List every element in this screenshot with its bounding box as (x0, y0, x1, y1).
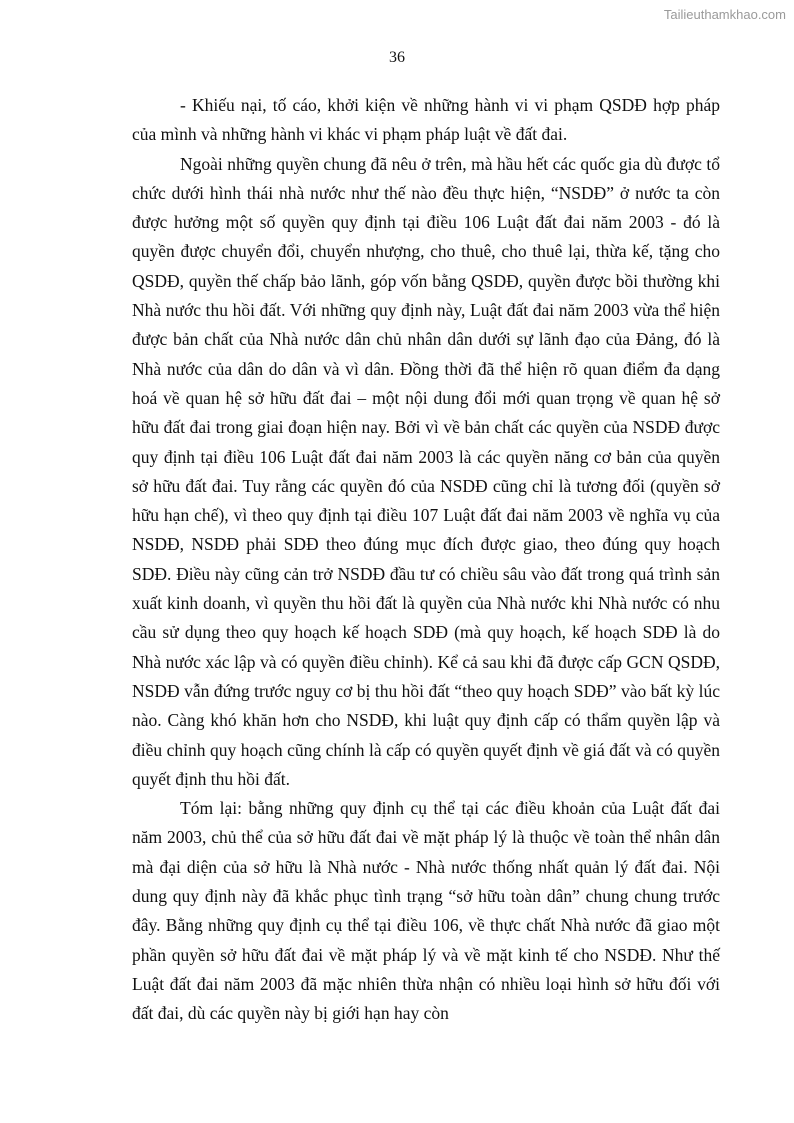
paragraph-land-user-rights: Ngoài những quyền chung đã nêu ở trên, mà hầu hết các quốc gia dù được tổ chức dưới hình thái nhà nước như thế nào đều thực hiện, “NSDĐ” ở nước ta còn được hưởng một số quyền quy định tại điều 106 Luật đất đai năm 2003 - đó là quyền được chuyển đổi, chuyển nhượng, cho thuê, cho thuê lại, thừa kế, tặng cho QSDĐ, quyền thế chấp bảo lãnh, góp vốn bằng QSDĐ, quyền được bồi thường khi Nhà nước thu hồi đất. Với những quy định này, Luật đất đai năm 2003 vừa thể hiện được bản chất của Nhà nước dân chủ nhân dân dưới sự lãnh đạo của Đảng, đó là Nhà nước của dân do dân và vì dân. Đồng thời đã thể hiện rõ quan điểm đa dạng hoá về quan hệ sở hữu đất đai – một nội dung đổi mới quan trọng về quan hệ sở hữu đất đai trong giai đoạn hiện nay. Bởi vì về bản chất các quyền của NSDĐ được quy định tại điều 106 Luật đất đai năm 2003 là các quyền năng cơ bản của quyền sở hữu đất đai. Tuy rằng các quyền đó của NSDĐ cũng chỉ là tương đối (quyền sở hữu hạn chế), vì theo quy định tại điều 107 Luật đất đai năm 2003 về nghĩa vụ của NSDĐ, NSDĐ phải SDĐ theo đúng mục đích được giao, theo đúng quy hoạch SDĐ. Điều này cũng cản trở NSDĐ đầu tư có chiều sâu vào đất trong quá trình sản xuất kinh doanh, vì quyền thu hồi đất là quyền của Nhà nước khi Nhà nước có nhu cầu sử dụng theo quy hoạch kế hoạch SDĐ (mà quy hoạch, kế hoạch SDĐ là do Nhà nước xác lập và có quyền điều chỉnh). Kể cả sau khi đã được cấp GCN QSDĐ, NSDĐ vẫn đứng trước nguy cơ bị thu hồi đất “theo quy hoạch SDĐ” vào bất kỳ lúc nào. Càng khó khăn hơn cho NSDĐ, khi luật quy định cấp có thẩm quyền lập và điều chỉnh quy hoạch cũng chính là cấp có quyền quyết định về giá đất và có quyền quyết định thu hồi đất. (132, 153, 720, 789)
document-body (132, 91, 720, 1029)
paragraph-conclusion: Tóm lại: bằng những quy định cụ thể tại các điều khoản của Luật đất đai năm 2003, chủ thể của sở hữu đất đai về mặt pháp lý là thuộc về toàn thể nhân dân mà đại diện của sở hữu là Nhà nước - Nhà nước thống nhất quản lý đất đai. Nội dung quy định này đã khắc phục tình trạng “sở hữu toàn dân” chung chung trước đây. Bằng những quy định cụ thể tại điều 106, về thực chất Nhà nước đã giao một phần quyền sở hữu đất đai về mặt pháp lý và về mặt kinh tế cho NSDĐ. Như thế Luật đất đai năm 2003 đã mặc nhiên thừa nhận có nhiều loại hình sở hữu đối với đất đai, dù các quyền này bị giới hạn hay còn (132, 798, 720, 1024)
paragraph-complaint-rights: - Khiếu nại, tố cáo, khởi kiện về những hành vi vi phạm QSDĐ hợp pháp của mình và những hành vi khác vi phạm pháp luật về đất đai. (132, 95, 720, 145)
watermark: Tailieuthamkhao.com (663, 7, 786, 22)
page-number: 36 (389, 49, 405, 66)
